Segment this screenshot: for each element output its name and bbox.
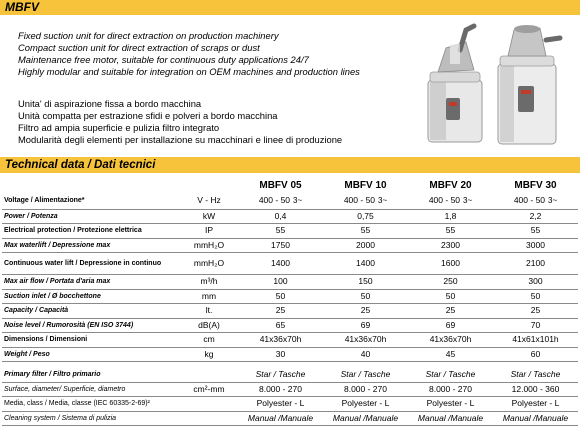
row-unit: dB(A) — [180, 318, 238, 333]
row-value — [408, 397, 493, 412]
intro-en-line: Highly modular and suitable for integration on OEM machines and production lines — [18, 66, 360, 77]
row-value — [493, 224, 578, 239]
row-label: Max waterlift / Depressione max — [2, 238, 180, 253]
model-header: MBFV 30 — [514, 180, 557, 191]
row-value — [408, 318, 493, 333]
value-text: 50 — [275, 290, 286, 301]
row-value — [323, 347, 408, 362]
row-value — [408, 275, 493, 290]
row-value — [408, 238, 493, 253]
value-text: 0,75 — [357, 210, 374, 221]
value-text: Manual /Manuale — [247, 412, 314, 423]
value-text: Manual /Manuale — [417, 412, 484, 423]
intro-it-line: Unita' di aspirazione fissa a bordo macchina — [18, 98, 202, 109]
value-text: 12.000 - 360 — [511, 383, 560, 394]
row-label: Power / Potenza — [2, 209, 180, 224]
row-unit — [180, 397, 238, 412]
value-text: 55 — [530, 225, 541, 236]
row-label: Electrical protection / Protezione elettrica — [2, 224, 180, 239]
row-value — [493, 397, 578, 412]
value-text: Manual /Manuale — [332, 412, 399, 423]
row-value — [238, 368, 323, 383]
value-text: Polyester - L — [341, 398, 390, 409]
value-text: Polyester - L — [256, 398, 305, 409]
row-value — [323, 238, 408, 253]
title-bar — [0, 0, 580, 15]
row-value — [238, 347, 323, 362]
value-text: 50 — [445, 290, 456, 301]
row-value — [493, 411, 578, 426]
value-text: 41x36x70h — [429, 334, 472, 345]
table-row — [2, 318, 578, 333]
row-value — [238, 304, 323, 319]
value-text: 25 — [360, 305, 371, 316]
value-text: 41x61x101h — [512, 334, 559, 345]
value-text: 1400 — [356, 258, 375, 268]
table-row — [2, 238, 578, 253]
row-value — [493, 209, 578, 224]
row-value — [493, 275, 578, 290]
row-value — [408, 347, 493, 362]
row-value — [408, 289, 493, 304]
row-value — [408, 193, 493, 209]
value-text: 69 — [360, 319, 371, 330]
value-text: 8.000 - 270 — [258, 383, 302, 394]
phase-suffix: 3~ — [548, 196, 558, 206]
row-value — [323, 411, 408, 426]
phase-suffix: 3~ — [463, 196, 473, 206]
row-label: Primary filter / Filtro primario — [2, 368, 180, 383]
spec-header-row — [2, 178, 578, 193]
value-text: 60 — [530, 348, 541, 359]
value-text: Star / Tasche — [425, 369, 476, 379]
row-value — [238, 333, 323, 348]
row-value — [323, 368, 408, 383]
row-value — [493, 253, 578, 275]
value-text: Star / Tasche — [340, 369, 391, 379]
value-text: 41x36x70h — [259, 334, 302, 345]
row-value — [493, 333, 578, 348]
value-text: 8.000 - 270 — [428, 383, 472, 394]
row-value — [238, 238, 323, 253]
value-text: 45 — [445, 348, 456, 359]
row-value — [323, 289, 408, 304]
intro-en-line: Maintenance free motor, suitable for continuous duty applications 24/7 — [18, 54, 309, 65]
row-value — [238, 318, 323, 333]
product-image — [416, 20, 566, 150]
value-text: 100 — [273, 276, 288, 287]
model-header: MBFV 20 — [429, 180, 472, 191]
value-text: Manual /Manuale — [502, 412, 569, 423]
row-value — [408, 253, 493, 275]
row-label: Surface, diameter/ Superficie, diametro — [2, 382, 180, 397]
row-unit: cm²-mm — [180, 382, 238, 397]
value-text: 25 — [275, 305, 286, 316]
value-text: 2300 — [441, 239, 460, 250]
value-text: Star / Tasche — [510, 369, 561, 379]
spec-body — [2, 193, 578, 426]
value-text: 30 — [275, 348, 286, 359]
row-value — [238, 382, 323, 397]
table-row — [2, 397, 578, 412]
value-text: 1400 — [271, 258, 290, 268]
row-value — [408, 368, 493, 383]
row-unit — [180, 368, 238, 383]
value-text: 70 — [530, 319, 541, 330]
row-label: Continuous water lift / Depressione in continuo — [2, 253, 180, 275]
row-value — [238, 275, 323, 290]
value-text: 0,4 — [274, 210, 287, 221]
row-value — [408, 224, 493, 239]
row-value — [408, 333, 493, 348]
row-unit: IP — [180, 224, 238, 239]
value-text: 2000 — [356, 239, 375, 250]
row-value — [323, 318, 408, 333]
value-text: 300 — [528, 276, 543, 287]
table-row — [2, 289, 578, 304]
technical-data-bar — [0, 157, 580, 173]
row-unit: mm — [180, 289, 238, 304]
page-title: MBFV — [5, 0, 39, 14]
table-row — [2, 275, 578, 290]
row-value — [493, 193, 578, 209]
row-value — [323, 253, 408, 275]
row-value — [408, 209, 493, 224]
row-value — [493, 238, 578, 253]
row-value — [408, 304, 493, 319]
model-header: MBFV 05 — [259, 180, 302, 191]
value-text: 1,8 — [444, 210, 457, 221]
spec-header-blank — [180, 178, 238, 193]
row-label: Dimensions / Dimensioni — [2, 333, 180, 348]
row-label: Weight / Peso — [2, 347, 180, 362]
row-value — [323, 209, 408, 224]
spec-table — [2, 178, 578, 426]
row-unit: m³/h — [180, 275, 238, 290]
value-text: 2,2 — [529, 210, 542, 221]
row-value — [323, 382, 408, 397]
row-label: Suction inlet / Ø bocchettone — [2, 289, 180, 304]
row-value — [323, 275, 408, 290]
value-text: Polyester - L — [511, 398, 560, 409]
value-text: 3000 — [526, 239, 545, 250]
value-text: 8.000 - 270 — [343, 383, 387, 394]
row-value — [408, 411, 493, 426]
row-value — [493, 318, 578, 333]
value-text: 40 — [360, 348, 371, 359]
suction-unit-large-image — [498, 25, 560, 144]
intro-italian — [18, 98, 342, 146]
intro-en-line: Fixed suction unit for direct extraction on production machinery — [18, 30, 279, 41]
value-text: Polyester - L — [426, 398, 475, 409]
suction-unit-small-image — [428, 26, 482, 142]
row-value — [323, 333, 408, 348]
intro-english — [18, 30, 360, 78]
value-text: 50 — [530, 290, 541, 301]
row-value — [493, 347, 578, 362]
value-text: 55 — [275, 225, 286, 236]
value-text: Star / Tasche — [255, 369, 306, 379]
table-row — [2, 333, 578, 348]
value-text: 400 - 50 — [258, 195, 291, 206]
value-text: 250 — [443, 276, 458, 287]
row-value — [238, 193, 323, 209]
intro-it-line: Unità compatta per estrazione sfidi e polveri a bordo macchina — [18, 110, 278, 121]
row-label: Media, class / Media, classe (IEC 60335-2-69)² — [2, 397, 180, 412]
intro-it-line: Modularità degli elementi per installazione su macchinari e linee di produzione — [18, 134, 343, 145]
row-unit: mmH₂O — [180, 253, 238, 275]
row-value — [323, 224, 408, 239]
intro-it-line: Filtro ad ampia superficie e pulizia filtro integrato — [18, 122, 220, 133]
row-unit: cm — [180, 333, 238, 348]
table-row — [2, 382, 578, 397]
value-text: 400 - 50 — [513, 195, 546, 206]
row-label: Cleaning system / Sistema di pulizia — [2, 411, 180, 426]
row-value — [323, 193, 408, 209]
row-value — [493, 368, 578, 383]
row-value — [238, 411, 323, 426]
row-unit: mmH₂O — [180, 238, 238, 253]
table-row — [2, 193, 578, 209]
model-header: MBFV 10 — [344, 180, 387, 191]
table-row — [2, 209, 578, 224]
row-value — [238, 224, 323, 239]
table-row — [2, 368, 578, 383]
row-value — [238, 209, 323, 224]
value-text: 1750 — [271, 239, 290, 250]
row-value — [238, 397, 323, 412]
value-text: 41x36x70h — [344, 334, 387, 345]
row-value — [493, 382, 578, 397]
value-text: 50 — [360, 290, 371, 301]
row-label: Noise level / Rumorosità (EN ISO 3744) — [2, 318, 180, 333]
technical-data-heading: Technical data / Dati tecnici — [5, 159, 156, 171]
row-value — [323, 397, 408, 412]
phase-suffix: 3~ — [378, 196, 388, 206]
value-text: 55 — [360, 225, 371, 236]
row-value — [238, 289, 323, 304]
row-unit: kW — [180, 209, 238, 224]
row-unit: V - Hz — [180, 193, 238, 209]
row-unit — [180, 411, 238, 426]
row-unit: lt. — [180, 304, 238, 319]
value-text: 1600 — [441, 258, 460, 268]
value-text: 69 — [445, 319, 456, 330]
table-row — [2, 411, 578, 426]
table-row — [2, 253, 578, 275]
spec-header-blank — [2, 178, 180, 193]
value-text: 55 — [445, 225, 456, 236]
value-text: 2100 — [526, 258, 545, 268]
row-value — [493, 304, 578, 319]
row-value — [323, 304, 408, 319]
value-text: 150 — [358, 276, 373, 287]
table-row — [2, 304, 578, 319]
row-label: Voltage / Alimentazione* — [2, 193, 180, 209]
value-text: 400 - 50 — [343, 195, 376, 206]
value-text: 65 — [275, 319, 286, 330]
phase-suffix: 3~ — [293, 196, 303, 206]
row-value — [493, 289, 578, 304]
row-value — [408, 382, 493, 397]
row-label: Max air flow / Portata d'aria max — [2, 275, 180, 290]
row-unit: kg — [180, 347, 238, 362]
row-label: Capacity / Capacità — [2, 304, 180, 319]
row-value — [238, 253, 323, 275]
table-row — [2, 224, 578, 239]
value-text: 25 — [530, 305, 541, 316]
value-text: 400 - 50 — [428, 195, 461, 206]
table-row — [2, 347, 578, 362]
intro-en-line: Compact suction unit for direct extraction of scraps or dust — [18, 42, 260, 53]
value-text: 25 — [445, 305, 456, 316]
